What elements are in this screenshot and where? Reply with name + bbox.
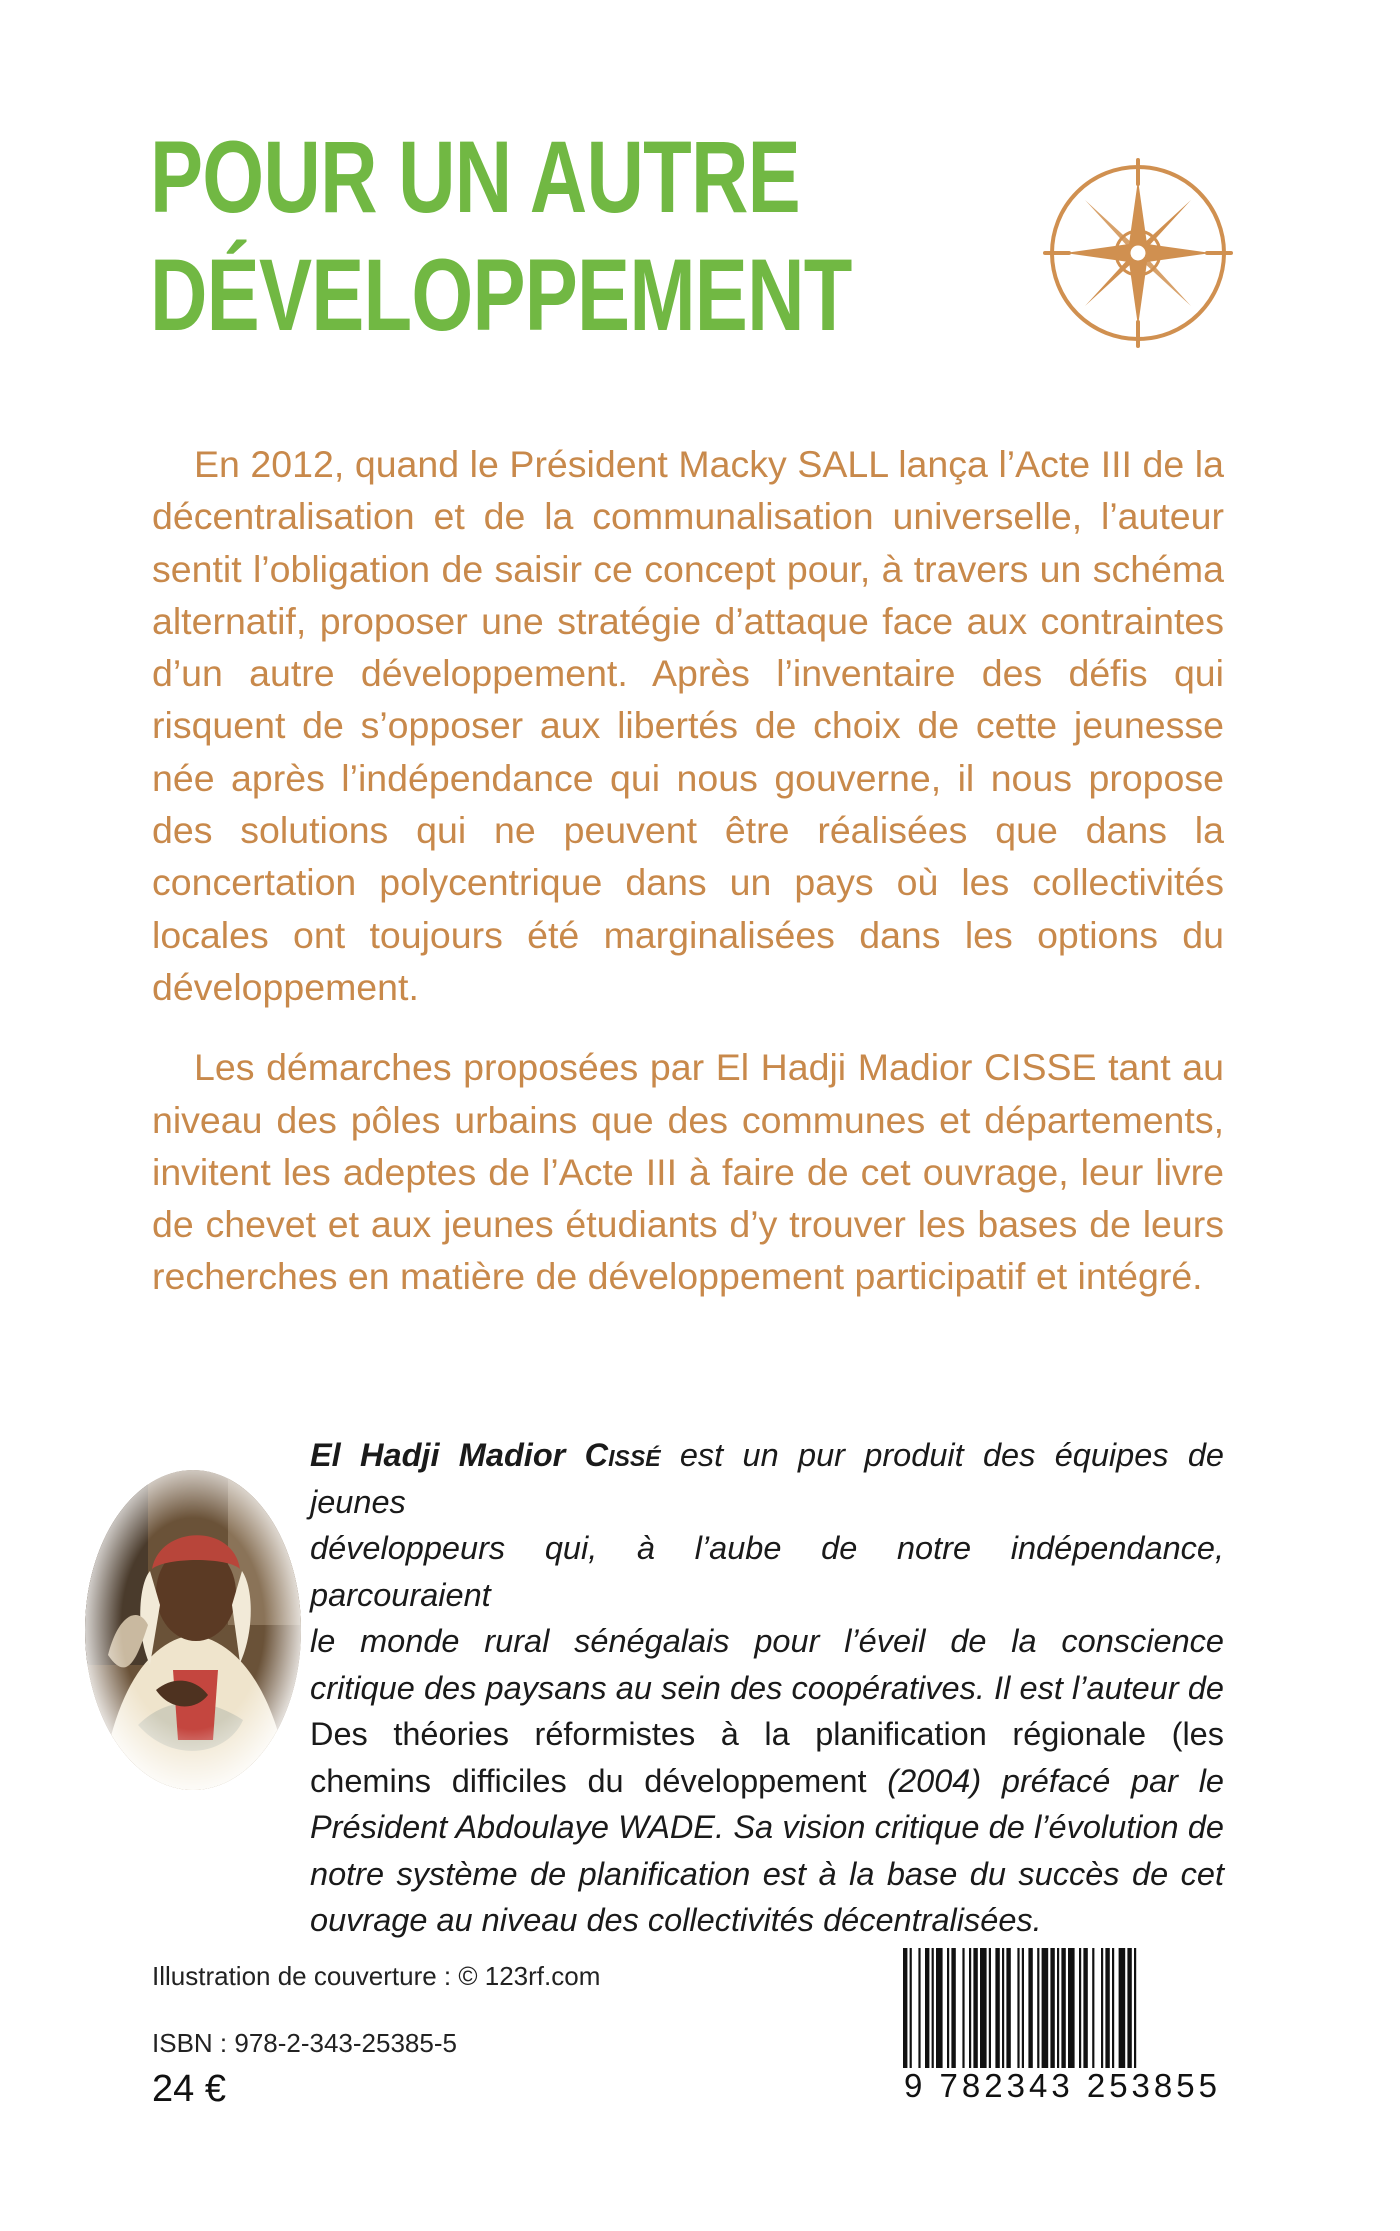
barcode-bar: [903, 1948, 907, 2068]
barcode-bar: [969, 1948, 971, 2068]
barcode-bar: [918, 1948, 920, 2068]
author-name-first: El Hadji Madior C: [310, 1437, 609, 1473]
bio-line-2: développeurs qui, à l’aube de notre indépendance, parcouraient: [310, 1530, 1224, 1613]
bio-line-1: [310, 1432, 1224, 1525]
bio-book-title-end: chemins difficiles du développement: [310, 1762, 867, 1799]
bio-text-1: est un pur produit des équipes de jeunes: [310, 1437, 1224, 1520]
barcode-bar: [1068, 1948, 1075, 2068]
summary-paragraph-1: En 2012, quand le Président Macky SALL lança l’Acte III de la décentralisation et de la communalisation universelle, l’auteur sentit l’obligation de saisir ce concept pour, à travers un schéma alternatif, proposer une stratégie d’attaque face aux contraintes d’un autre développement. Après l’inventaire des défis qui risquent de s’opposer aux libertés de choix de cette jeunesse née après l’indépendance qui nous gouverne, il nous propose des solutions qui ne peuvent être réalisées que dans la concertation polycentrique dans un pays où les collectivités locales ont toujours été marginalisées dans les options du développement.: [152, 443, 1224, 1008]
barcode-bar: [1017, 1948, 1019, 2068]
bio-line-4: critique des paysans au sein des coopératives. Il est l’auteur de: [310, 1669, 1224, 1706]
barcode-bar: [1061, 1948, 1065, 2068]
bio-line-3: le monde rural sénégalais pour l’éveil de la conscience: [310, 1623, 1224, 1659]
barcode-bar: [1037, 1948, 1039, 2068]
barcode-bar: [1079, 1948, 1081, 2068]
barcode-bar: [925, 1948, 929, 2068]
barcode-bar: [989, 1948, 991, 2068]
bio-line-8: notre système de planification est à la base du succès de cet: [310, 1855, 1224, 1892]
author-name-last: issé: [608, 1437, 661, 1473]
author-name: [310, 1437, 661, 1473]
barcode: [895, 1948, 1230, 2113]
cover-illustration-credit: Illustration de couverture : © 123rf.com: [152, 1961, 601, 1991]
bio-line-7: Président Abdoulaye WADE. Sa vision critique de l’évolution de: [310, 1809, 1224, 1845]
bio-line-5: Des théories réformistes à la planification régionale (les: [310, 1716, 1224, 1752]
barcode-bar: [1092, 1948, 1094, 2068]
barcode-bar: [1002, 1948, 1004, 2068]
barcode-bar: [1127, 1948, 1131, 2068]
barcode-bar: [1134, 1948, 1136, 2068]
barcode-bar: [1112, 1948, 1114, 2068]
barcode-bar: [1042, 1948, 1049, 2068]
barcode-bar: [936, 1948, 943, 2068]
compass-rose-icon: [1043, 158, 1233, 348]
barcode-bar: [947, 1948, 949, 2068]
barcode-bar: [995, 1948, 999, 2068]
author-photo: [78, 1465, 308, 1815]
barcode-bars: [895, 1948, 1230, 2068]
barcode-bar: [1028, 1948, 1032, 2068]
barcode-bar: [980, 1948, 987, 2068]
barcode-number: 9 782343 253855: [904, 2067, 1221, 2104]
book-title: [150, 118, 852, 354]
barcode-bar: [1105, 1948, 1109, 2068]
barcode-bar: [1006, 1948, 1010, 2068]
summary-paragraph-2: Les démarches proposées par El Hadji Madior CISSE tant au niveau des pôles urbains que des communes et départements, invitent les adeptes de l’Acte III à faire de cet ouvrage, leur livre de chevet et aux jeunes étudiants d’y trouver les bases de leurs recherches en matière de développement participatif et intégré.: [152, 1046, 1224, 1298]
barcode-bar: [1119, 1948, 1126, 2068]
barcode-bar: [1057, 1948, 1059, 2068]
barcode-bar: [973, 1948, 977, 2068]
barcode-bar: [1083, 1948, 1087, 2068]
back-cover-summary: [152, 438, 1224, 1331]
book-title-line-2: DÉVELOPPEMENT: [150, 238, 852, 352]
barcode-bar: [962, 1948, 964, 2068]
author-biography: [310, 1432, 1224, 1944]
bio-line-6: [310, 1758, 1224, 1805]
bio-text-6: (2004) préfacé par le: [866, 1762, 1224, 1799]
bio-line-9: ouvrage au niveau des collectivités décentralisées.: [310, 1902, 1042, 1938]
barcode-bar: [1050, 1948, 1054, 2068]
isbn: ISBN : 978-2-343-25385-5: [152, 2028, 457, 2058]
barcode-bar: [1022, 1948, 1024, 2068]
price: 24 €: [152, 2068, 226, 2110]
book-title-line-1: POUR UN AUTRE: [150, 120, 800, 234]
barcode-bar: [1101, 1948, 1103, 2068]
barcode-bar: [910, 1948, 912, 2068]
barcode-bar: [932, 1948, 934, 2068]
barcode-bar: [951, 1948, 955, 2068]
